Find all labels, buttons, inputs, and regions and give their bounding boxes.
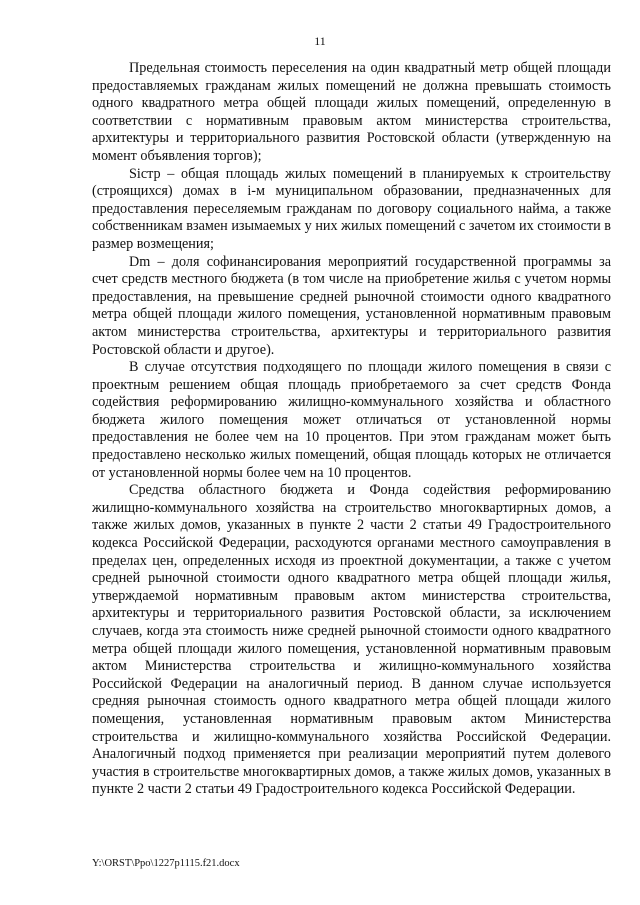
paragraph-no-suitable-housing: В случае отсутствия подходящего по площади жилого помещения в связи с проектным решением общая площадь приобретаемого за счет средств Фонда содействия реформированию жилищно-коммунального хозяйства и областного бюджета жилого помещения может отличаться от установленной нормы предоставления не более чем на 10 процентов. При этом гражданам может быть предоставлено несколько жилых помещений, общая площадь которых не отличается от установленной нормы более чем на 10 процентов. <box>92 359 611 481</box>
paragraph-sistr-definition: Siстр – общая площадь жилых помещений в планируемых к строительству (строящихся) домах в i-м муниципальном образовании, предназначенных для предоставления переселяемым гражданам по договору социального найма, а также собственникам взамен изымаемых у них жилых помещений с зачетом их стоимости в размер возмещения; <box>92 165 611 252</box>
paragraph-budget-funds: Средства областного бюджета и Фонда содействия реформированию жилищно-коммунального хозяйства на строительство многоквартирных домов, а также жилых домов, указанных в пункте 2 части 2 статьи 49 Градостроительного кодекса Российской Федерации, расходуются органами местного самоуправления в пределах цен, определенных исходя из проектной документации, а также с учетом средней рыночной стоимости одного квадратного метра общей площади жилья, утверждаемой нормативным правовым актом министерства строительства, архитектуры и территориального развития Ростовской области, за исключением случаев, когда эта стоимость ниже средней рыночной стоимости одного квадратного метра общей площади жилого помещения, установленной нормативным правовым актом Министерства строительства и жилищно-коммунального хозяйства Российской Федерации на аналогичный период. В данном случае используется средняя рыночная стоимость одного квадратного метра общей площади жилого помещения, установленная нормативным правовым актом Министерства строительства и жилищно-коммунального хозяйства Российской Федерации. Аналогичный подход применяется при реализации мероприятий путем долевого участия в строительстве многоквартирных домов, а также жилых домов, указанных в пункте 2 части 2 статьи 49 Градостроительного кодекса Российской Федерации. <box>92 482 611 798</box>
paragraph-dm-definition: Dm – доля софинансирования мероприятий государственной программы за счет средств местного бюджета (в том числе на приобретение жилья с учетом нормы предоставления, на превышение средней рыночной стоимости одного квадратного метра общей площади жилого помещения, установленной нормативным правовым актом министерства строительства, архитектуры и территориального развития Ростовской области и другое). <box>92 253 611 358</box>
paragraph-max-cost: Предельная стоимость переселения на один квадратный метр общей площади предоставляемых гражданам жилых помещений не должна превышать стоимость одного квадратного метра общей площади жилых помещений, определенную в соответствии с нормативным правовым актом министерства строительства, архитектуры и территориального развития Ростовской области (утвержденную на момент объявления торгов); <box>92 60 611 164</box>
file-path-footer: Y:\ORST\Ppo\1227p1115.f21.docx <box>92 858 240 869</box>
page-number: 11 <box>314 34 326 48</box>
document-body <box>92 60 611 799</box>
